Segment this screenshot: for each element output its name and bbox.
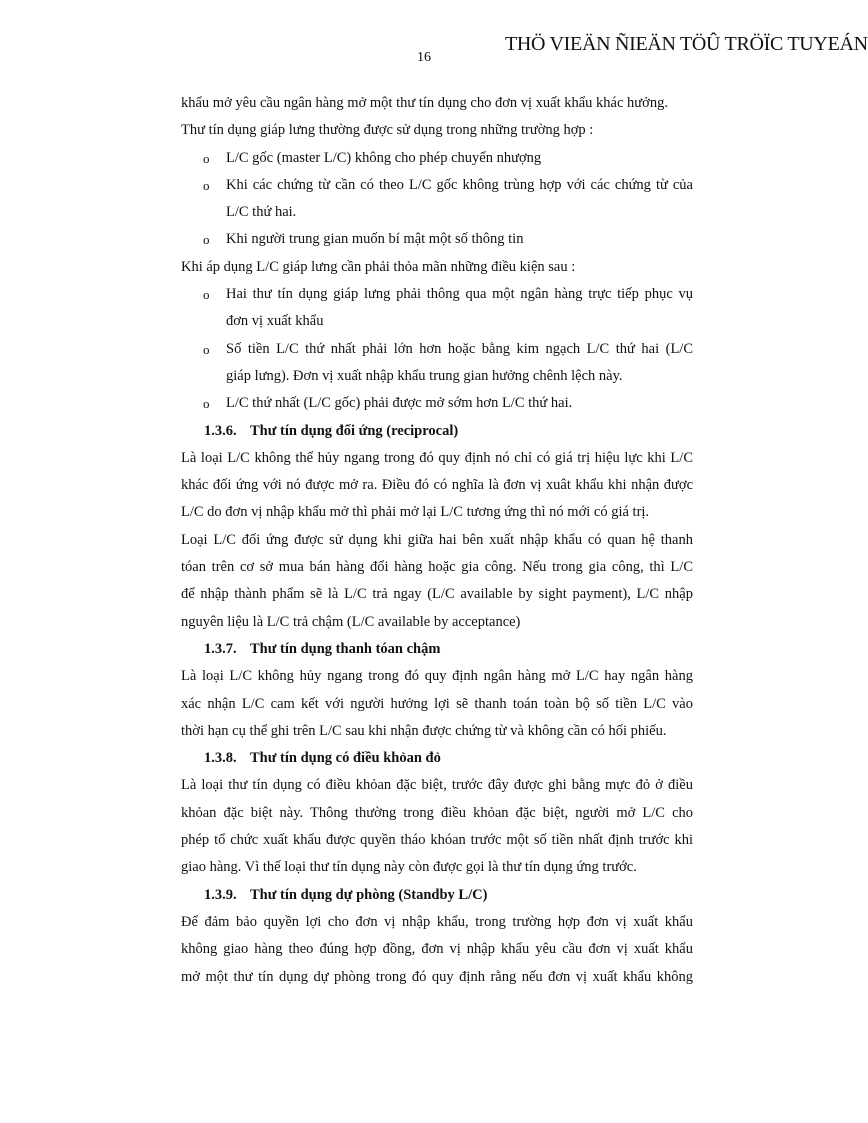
list-item-text: Khi người trung gian muốn bí mật một số thông tin xyxy=(226,231,524,248)
paragraph-line: không giao hàng theo đúng hợp đồng, đơn vị nhập khẩu yêu cầu đơn vị xuất khẩu xyxy=(181,941,693,958)
paragraph-line: khác đối ứng với nó được mở ra. Điều đó có nghĩa là đơn vị xuât khẩu khi nhận được xyxy=(181,477,693,494)
list-item-text: Hai thư tín dụng giáp lưng phải thông qua một ngân hàng trực tiếp phục vụ xyxy=(226,286,693,303)
bullet-icon: o xyxy=(203,177,210,193)
bullet-icon: o xyxy=(203,396,210,412)
section-heading-1-3-7 xyxy=(181,636,693,663)
list-item-continuation: L/C thứ hai. xyxy=(226,204,297,221)
list-item-text: L/C thứ nhất (L/C gốc) phải được mở sớm hơn L/C thứ hai. xyxy=(226,395,573,412)
paragraph-line: Để đảm bảo quyền lợi cho đơn vị nhập khẩu, trong trường hợp đơn vị xuất khẩu xyxy=(181,913,693,930)
paragraph-line: L/C do đơn vị nhập khẩu mở thì phải mở lại L/C tương ứng thì nó mới có giá trị. xyxy=(181,504,650,521)
paragraph-line: khỏan đặc biệt này. Thông thường trong điều khỏan đặc biệt, người mở L/C cho xyxy=(181,804,693,821)
section-heading-1-3-9 xyxy=(181,882,693,909)
paragraph-line: khẩu mở yêu cầu ngân hàng mở một thư tín dụng cho đơn vị xuất khẩu khác hưởng. xyxy=(181,95,668,111)
paragraph-line: nguyên liệu là L/C trả chậm (L/C available by acceptance) xyxy=(181,613,521,630)
bullet-icon: o xyxy=(203,150,210,166)
section-heading-1-3-6 xyxy=(181,418,693,445)
paragraph-line: Khi áp dụng L/C giáp lưng cần phải thỏa mãn những điều kiện sau : xyxy=(181,258,576,275)
list-item-text: Số tiền L/C thứ nhất phải lớn hơn hoặc bằng kim ngạch L/C thứ hai (L/C xyxy=(226,340,693,357)
paragraph-line: để nhập thành phẩm sẽ là L/C trả ngay (L/C available by sight payment), L/C nhập xyxy=(181,586,693,603)
list-item xyxy=(181,172,693,199)
bullet-icon: o xyxy=(203,341,210,357)
section-title: Thư tín dụng dự phòng (Standby L/C) xyxy=(250,886,488,903)
list-item xyxy=(181,145,693,172)
section-number: 1.3.8. xyxy=(204,750,237,767)
list-item xyxy=(181,281,693,308)
paragraph-line: xác nhận L/C cam kết với người hưởng lợi sẽ thanh toán toàn bộ số tiền L/C vào xyxy=(181,695,693,712)
section-title: Thư tín dụng có điều khỏan đỏ xyxy=(250,750,441,767)
paragraph-line: Là loại L/C không thể hủy ngang trong đó quy định nó chỉ có giá trị hiệu lực khi L/C xyxy=(181,449,693,466)
paragraph-line: Loại L/C đối ứng được sử dụng khi giữa hai bên xuất nhập khẩu có quan hệ thanh xyxy=(181,531,693,548)
page-header-title: THÖ VIEÄN ÑIEÄN TÖÛ TRÖÏC TUYEÁN xyxy=(505,33,868,55)
paragraph-line: tóan trên cơ sở mua bán hàng đổi hàng hoặc gia công. Nếu trong gia công, thì L/C xyxy=(181,559,693,576)
paragraph-line: Là loại L/C không hủy ngang trong đó quy định ngân hàng mở L/C hay ngân hàng xyxy=(181,668,693,685)
section-title: Thư tín dụng đối ứng (reciprocal) xyxy=(250,422,459,439)
bullet-icon: o xyxy=(203,232,210,248)
list-item-continuation: giáp lưng). Đơn vị xuất nhập khẩu trung gian hưởng chênh lệch này. xyxy=(226,367,623,384)
list-item xyxy=(181,226,693,253)
document-body xyxy=(181,90,693,991)
section-heading-1-3-8 xyxy=(181,745,693,772)
list-item xyxy=(181,390,693,417)
section-number: 1.3.9. xyxy=(204,886,237,903)
section-number: 1.3.7. xyxy=(204,640,237,657)
page-number: 16 xyxy=(417,50,431,65)
section-title: Thư tín dụng thanh tóan chậm xyxy=(250,640,441,657)
list-item xyxy=(181,336,693,363)
paragraph-line: mở một thư tín dụng dự phòng trong đó quy định rằng nếu đơn vị xuất khẩu không xyxy=(181,968,693,985)
paragraph-line: Là loại thư tín dụng có điều khỏan đặc biệt, trước đây được ghi bằng mực đỏ ở điều xyxy=(181,777,693,794)
bullet-icon: o xyxy=(203,287,210,303)
list-item-text: Khi các chứng từ cần có theo L/C gốc không trùng hợp với các chứng từ của xyxy=(226,176,693,193)
paragraph-line: Thư tín dụng giáp lưng thường được sử dụng trong những trường hợp : xyxy=(181,122,594,139)
section-number: 1.3.6. xyxy=(204,422,237,439)
list-item-text: L/C gốc (master L/C) không cho phép chuyển nhượng xyxy=(226,149,542,166)
paragraph-line: giao hàng. Vì thế loại thư tín dụng này còn được gọi là thư tín dụng ứng trước. xyxy=(181,859,637,876)
paragraph-line: thời hạn cụ thể ghi trên L/C sau khi nhận được chứng từ và không cần có hối phiếu. xyxy=(181,722,667,739)
paragraph-line: phép tổ chức xuất khẩu được quyền tháo khóan trước một số tiền nhất định trước khi xyxy=(181,832,693,849)
list-item-continuation: đơn vị xuất khẩu xyxy=(226,313,324,330)
